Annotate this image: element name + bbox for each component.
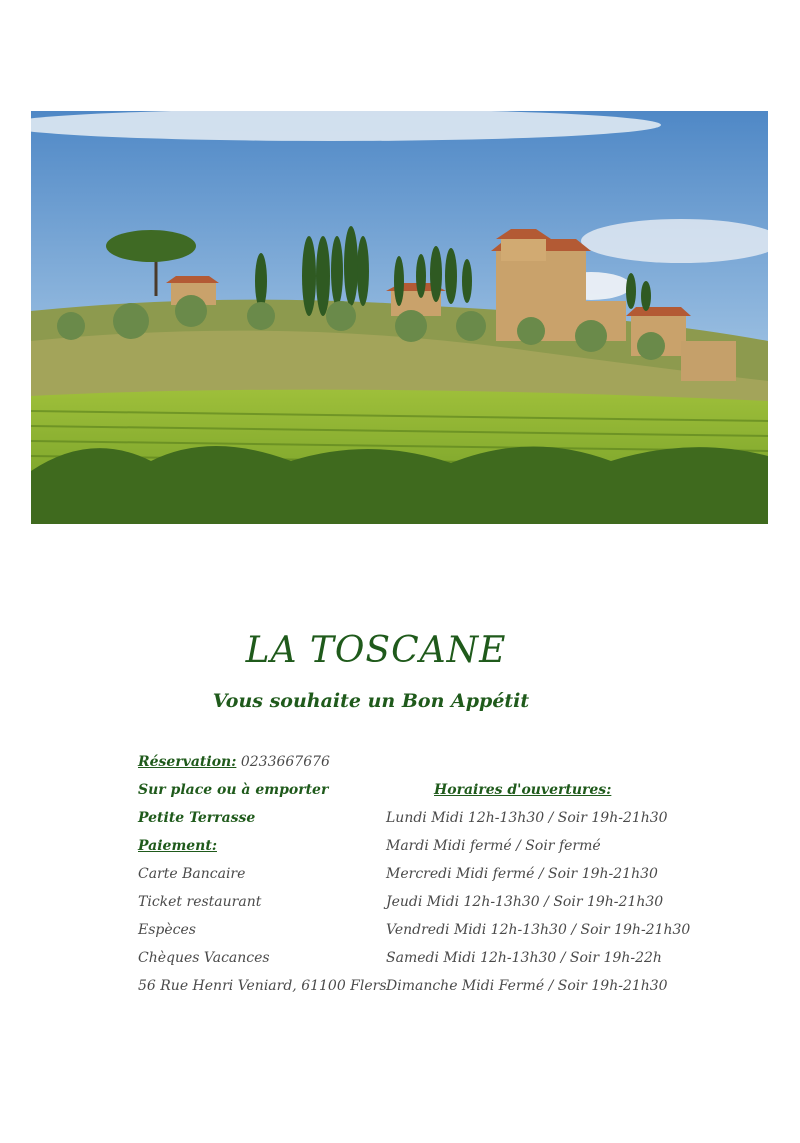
service-text: Sur place ou à emporter [138, 782, 329, 798]
page-title: LA TOSCANE [245, 630, 507, 671]
hours-day: Samedi Midi 12h-13h30 / Soir 19h-22h [386, 950, 662, 966]
contact-info [138, 748, 388, 1000]
reservation-phone: 0233667676 [240, 754, 330, 770]
reservation-label: Réservation: [138, 754, 237, 770]
hours-day: Jeudi Midi 12h-13h30 / Soir 19h-21h30 [386, 894, 664, 910]
hours-day: Dimanche Midi Fermé / Soir 19h-21h30 [386, 978, 668, 994]
hours-day: Vendredi Midi 12h-13h30 / Soir 19h-21h30 [386, 922, 691, 938]
hours-day: Lundi Midi 12h-13h30 / Soir 19h-21h30 [386, 810, 668, 826]
hours-heading: Horaires d'ouvertures: [434, 782, 612, 798]
payment-label: Paiement: [138, 838, 217, 854]
hours-day: Mardi Midi fermé / Soir fermé [386, 838, 601, 854]
address: 56 Rue Henri Veniard, 61100 Flers [138, 978, 387, 994]
hero-landscape-image [31, 111, 768, 524]
payment-method: Espèces [138, 922, 196, 938]
payment-method: Ticket restaurant [138, 894, 262, 910]
reservation-row [138, 748, 388, 776]
opening-hours [386, 776, 726, 1000]
payment-method: Carte Bancaire [138, 866, 246, 882]
payment-method: Chèques Vacances [138, 950, 270, 966]
terrace-text: Petite Terrasse [138, 810, 256, 826]
hours-day: Mercredi Midi fermé / Soir 19h-21h30 [386, 866, 658, 882]
subtitle: Vous souhaite un Bon Appétit [212, 690, 530, 712]
